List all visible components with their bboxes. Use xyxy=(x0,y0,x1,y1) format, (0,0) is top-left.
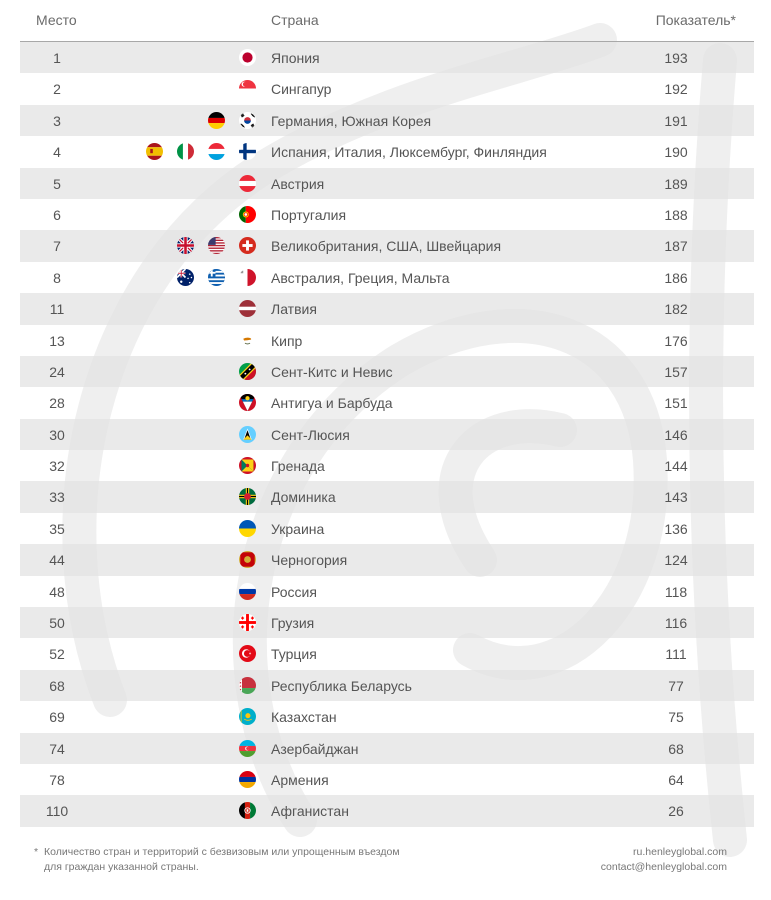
country-cell: Сингапур xyxy=(271,81,332,98)
footnote xyxy=(34,845,464,875)
table-row xyxy=(20,325,754,356)
score-cell: 144 xyxy=(664,458,688,475)
table-row xyxy=(20,199,754,230)
flag-spain-icon xyxy=(146,143,163,160)
flags-cell xyxy=(239,426,256,443)
flags-cell xyxy=(239,551,256,568)
flag-singapore-icon xyxy=(239,80,256,97)
flag-switzerland-icon xyxy=(239,237,256,254)
flag-germany-icon xyxy=(208,112,225,129)
rank-cell: 35 xyxy=(49,520,65,537)
flags-cell xyxy=(177,269,256,286)
flag-austria-icon xyxy=(239,175,256,192)
contacts xyxy=(601,845,727,875)
flags-cell xyxy=(239,520,256,537)
header-score: Показатель* xyxy=(655,12,736,28)
flag-georgia-icon xyxy=(239,614,256,631)
rank-cell: 44 xyxy=(49,552,65,569)
score-cell: 143 xyxy=(664,489,688,506)
score-cell: 146 xyxy=(664,426,688,443)
country-cell: Португалия xyxy=(271,206,347,223)
score-cell: 186 xyxy=(664,269,688,286)
score-cell: 77 xyxy=(668,677,684,694)
table-row xyxy=(20,293,754,324)
flags-cell xyxy=(177,237,256,254)
rank-cell: 2 xyxy=(53,81,61,98)
country-cell: Доминика xyxy=(271,489,336,506)
flag-malta-icon xyxy=(239,269,256,286)
table-row xyxy=(20,795,754,826)
flags-cell xyxy=(239,614,256,631)
flag-cyprus-icon xyxy=(239,332,256,349)
table-row xyxy=(20,387,754,418)
flags-cell xyxy=(239,583,256,600)
rank-cell: 8 xyxy=(53,269,61,286)
rank-cell: 6 xyxy=(53,206,61,223)
rank-cell: 30 xyxy=(49,426,65,443)
score-cell: 192 xyxy=(664,81,688,98)
country-cell: Республика Беларусь xyxy=(271,677,412,694)
score-cell: 26 xyxy=(668,803,684,820)
country-cell: Афганистан xyxy=(271,803,349,820)
table-row xyxy=(20,764,754,795)
table-row xyxy=(20,168,754,199)
country-cell: Австрия xyxy=(271,175,325,192)
rank-cell: 68 xyxy=(49,677,65,694)
score-cell: 124 xyxy=(664,552,688,569)
flag-saint-lucia-icon xyxy=(239,426,256,443)
rank-cell: 32 xyxy=(49,458,65,475)
score-cell: 189 xyxy=(664,175,688,192)
country-cell: Кипр xyxy=(271,332,303,349)
flag-luxembourg-icon xyxy=(208,143,225,160)
score-cell: 182 xyxy=(664,301,688,318)
table-row xyxy=(20,670,754,701)
flag-grenada-icon xyxy=(239,457,256,474)
rank-cell: 3 xyxy=(53,112,61,129)
flag-greece-icon xyxy=(208,269,225,286)
flag-armenia-icon xyxy=(239,771,256,788)
flags-cell xyxy=(239,740,256,757)
table-row xyxy=(20,356,754,387)
country-cell: Германия, Южная Корея xyxy=(271,112,432,129)
score-cell: 188 xyxy=(664,206,688,223)
table-row xyxy=(20,230,754,261)
table-row xyxy=(20,701,754,732)
rank-cell: 33 xyxy=(49,489,65,506)
rank-cell: 7 xyxy=(53,238,61,255)
flag-south-korea-icon xyxy=(239,112,256,129)
footnote-line-2: для граждан указанной страны. xyxy=(44,861,199,873)
country-cell: Украина xyxy=(271,520,325,537)
table-row xyxy=(20,73,754,104)
score-cell: 136 xyxy=(664,520,688,537)
flag-dominica-icon xyxy=(239,488,256,505)
table-row xyxy=(20,544,754,575)
country-cell: Азербайджан xyxy=(271,740,359,757)
country-cell: Сент-Люсия xyxy=(271,426,350,443)
flags-cell xyxy=(239,645,256,662)
flag-italy-icon xyxy=(177,143,194,160)
flag-azerbaijan-icon xyxy=(239,740,256,757)
flags-cell xyxy=(239,49,256,66)
flag-usa-icon xyxy=(208,237,225,254)
email-link[interactable]: contact@henleyglobal.com xyxy=(600,861,727,873)
flag-japan-icon xyxy=(239,49,256,66)
header-country: Страна xyxy=(271,12,319,28)
flags-cell xyxy=(239,363,256,380)
rank-cell: 69 xyxy=(49,709,65,726)
country-cell: Антигуа и Барбуда xyxy=(271,395,393,412)
flag-australia-icon xyxy=(177,269,194,286)
country-cell: Россия xyxy=(271,583,317,600)
rank-cell: 1 xyxy=(53,50,61,66)
flags-cell xyxy=(239,175,256,192)
rank-cell: 24 xyxy=(49,363,65,380)
score-cell: 68 xyxy=(668,740,684,757)
country-cell: Великобритания, США, Швейцария xyxy=(271,238,502,255)
rank-cell: 11 xyxy=(49,301,65,318)
ranking-table xyxy=(20,42,754,827)
table-row xyxy=(20,136,754,167)
footnote-line-1: Количество стран и территорий с безвизовым или упрощенным въездом xyxy=(44,846,400,858)
flag-belarus-icon xyxy=(239,677,256,694)
table-row xyxy=(20,481,754,512)
score-cell: 187 xyxy=(664,238,688,255)
score-cell: 118 xyxy=(664,583,688,600)
flags-cell xyxy=(239,802,256,819)
flag-russia-icon xyxy=(239,583,256,600)
score-cell: 176 xyxy=(664,332,688,349)
flags-cell xyxy=(239,457,256,474)
flag-turkey-icon xyxy=(239,645,256,662)
table-row xyxy=(20,576,754,607)
rank-cell: 4 xyxy=(53,144,61,161)
website-link[interactable]: ru.henleyglobal.com xyxy=(633,846,727,858)
flags-cell xyxy=(239,206,256,223)
country-cell: Грузия xyxy=(271,615,315,632)
flag-montenegro-icon xyxy=(239,551,256,568)
rank-cell: 78 xyxy=(49,771,65,788)
country-cell: Австралия, Греция, Мальта xyxy=(271,269,450,286)
score-cell: 111 xyxy=(665,646,687,663)
rank-cell: 48 xyxy=(49,583,65,600)
flags-cell xyxy=(239,394,256,411)
country-cell: Казахстан xyxy=(271,709,337,726)
flags-cell xyxy=(239,771,256,788)
score-cell: 157 xyxy=(664,363,688,380)
score-cell: 116 xyxy=(664,615,688,632)
flags-cell xyxy=(239,80,256,97)
rank-cell: 5 xyxy=(53,175,61,192)
flag-afghanistan-icon xyxy=(239,802,256,819)
flags-cell xyxy=(146,143,256,160)
table-header xyxy=(20,0,754,42)
score-cell: 190 xyxy=(664,144,688,161)
country-cell: Латвия xyxy=(271,301,317,318)
flags-cell xyxy=(239,677,256,694)
table-row xyxy=(20,450,754,481)
score-cell: 193 xyxy=(664,50,688,66)
score-cell: 64 xyxy=(668,771,684,788)
table-row xyxy=(20,262,754,293)
table-row xyxy=(20,419,754,450)
flags-cell xyxy=(239,488,256,505)
flag-kazakhstan-icon xyxy=(239,708,256,725)
country-cell: Испания, Италия, Люксембург, Финляндия xyxy=(271,144,547,161)
flags-cell xyxy=(208,112,256,129)
flag-portugal-icon xyxy=(239,206,256,223)
score-cell: 191 xyxy=(664,112,688,129)
table-row xyxy=(20,733,754,764)
header-rank: Место xyxy=(36,12,77,28)
table-row xyxy=(20,42,754,73)
flag-saint-kitts-and-nevis-icon xyxy=(239,363,256,380)
rank-cell: 110 xyxy=(45,803,69,820)
score-cell: 75 xyxy=(668,709,684,726)
table-row xyxy=(20,105,754,136)
table-row xyxy=(20,607,754,638)
flag-antigua-and-barbuda-icon xyxy=(239,394,256,411)
rank-cell: 28 xyxy=(49,395,65,412)
rank-cell: 13 xyxy=(49,332,65,349)
flags-cell xyxy=(239,332,256,349)
rank-cell: 52 xyxy=(49,646,65,663)
country-cell: Сент-Китс и Невис xyxy=(271,363,393,380)
table-row xyxy=(20,638,754,669)
table-row xyxy=(20,513,754,544)
country-cell: Гренада xyxy=(271,458,325,475)
rank-cell: 74 xyxy=(49,740,65,757)
flag-united-kingdom-icon xyxy=(177,237,194,254)
country-cell: Турция xyxy=(271,646,317,663)
flag-finland-icon xyxy=(239,143,256,160)
country-cell: Япония xyxy=(271,50,320,66)
country-cell: Черногория xyxy=(271,552,348,569)
flag-ukraine-icon xyxy=(239,520,256,537)
flag-latvia-icon xyxy=(239,300,256,317)
score-cell: 151 xyxy=(664,395,688,412)
flags-cell xyxy=(239,300,256,317)
footnote-star: * xyxy=(34,846,39,858)
country-cell: Армения xyxy=(271,771,329,788)
flags-cell xyxy=(239,708,256,725)
rank-cell: 50 xyxy=(49,615,65,632)
